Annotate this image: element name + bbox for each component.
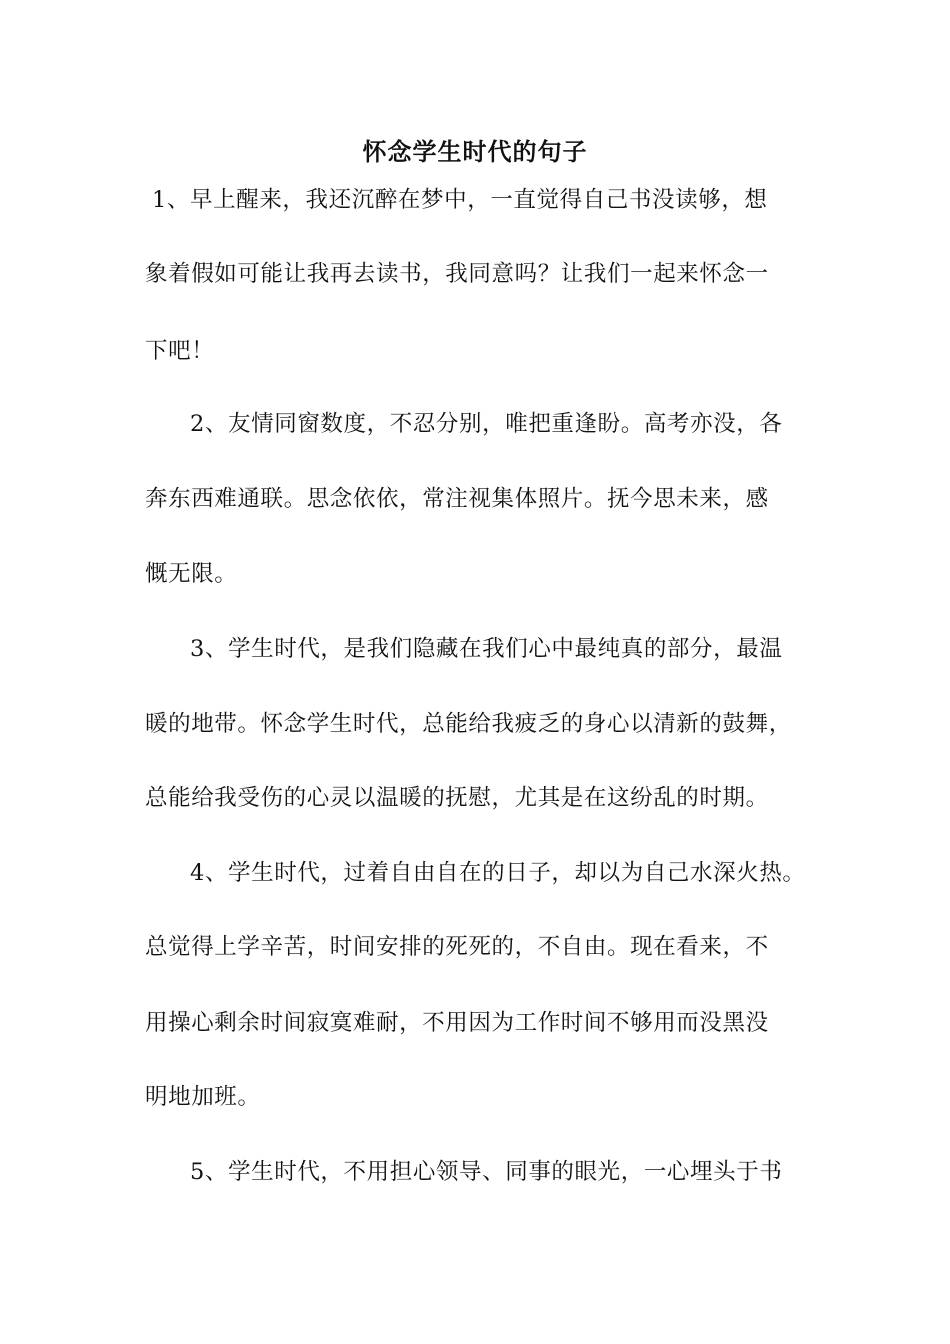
text-line: 总能给我受伤的心灵以温暖的抚慰，尤其是在这纷乱的时期。 bbox=[145, 785, 769, 811]
text-line: 2、友情同窗数度，不忍分别，唯把重逢盼。高考亦没，各 bbox=[190, 411, 783, 437]
text-line: 5、学生时代，不用担心领导、同事的眼光，一心埋头于书 bbox=[190, 1159, 783, 1185]
text-line: 4、学生时代，过着自由自在的日子，却以为自己水深火热。 bbox=[190, 860, 806, 886]
text-line: 总觉得上学辛苦，时间安排的死死的，不自由。现在看来，不 bbox=[145, 934, 769, 960]
text-line: 明地加班。 bbox=[145, 1084, 261, 1110]
text-line: 下吧！ bbox=[145, 338, 215, 364]
text-line: 1、早上醒来，我还沉醉在梦中，一直觉得自己书没读够，想 bbox=[152, 187, 768, 213]
document-title: 怀念学生时代的句子 bbox=[362, 137, 588, 166]
text-line: 3、学生时代，是我们隐藏在我们心中最纯真的部分，最温 bbox=[190, 636, 783, 662]
text-line: 暖的地带。怀念学生时代，总能给我疲乏的身心以清新的鼓舞， bbox=[145, 711, 792, 737]
text-line: 用操心剩余时间寂寞难耐，不用因为工作时间不够用而没黑没 bbox=[145, 1010, 769, 1036]
text-line: 奔东西难通联。思念依依，常注视集体照片。抚今思未来，感 bbox=[145, 486, 769, 512]
text-line: 象着假如可能让我再去读书，我同意吗？让我们一起来怀念一 bbox=[145, 261, 769, 287]
text-line: 慨无限。 bbox=[145, 561, 238, 587]
